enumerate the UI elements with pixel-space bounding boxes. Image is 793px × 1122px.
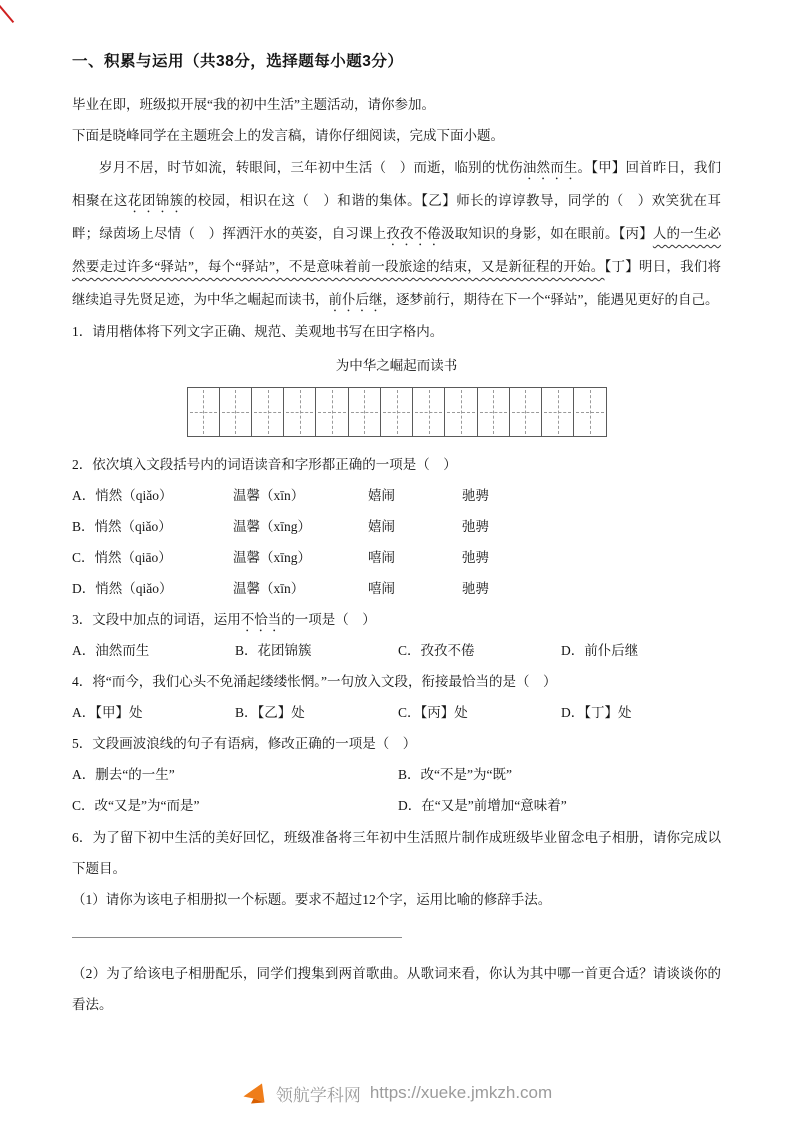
writing-grid-cell [220,388,252,436]
writing-grid-cell [478,388,510,436]
text-segment-normal: 汲取知识的身影，如在眼前。【丙】 [440,226,653,242]
question-2-stem: 2．依次填入文段括号内的词语读音和字形都正确的一项是（ ） [72,456,457,472]
question-3-stem [72,604,721,635]
site-url: https://xueke.jmkzh.com [369,1083,553,1102]
intro-paragraph-1: 毕业在即，班级拟开展“我的初中生活”主题活动，请你参加。 [72,96,435,112]
option-text: 嬉闹 [368,519,395,535]
text-segment-dots: 前仆后继 [328,292,383,308]
option-text: 弛骋 [462,550,489,566]
option-text: 温馨（xīn） [233,581,305,597]
site-logo-icon [241,1080,267,1106]
text-segment-wavy: 人的一生必然要走过许多“驿站”，每个“驿站”，不是意味着前一段旅途的结束，又是新征程的开始。 [72,226,722,275]
option-text: 嘻闹 [368,581,395,597]
option-text: 温馨（xīng） [233,550,312,566]
option-text: D．在“又是”前增加“意味着” [398,798,567,814]
question-5-options-row-1 [72,759,721,790]
intro-paragraph-2: 下面是晓峰同学在主题班会上的发言稿，请你仔细阅读，完成下面小题。 [72,127,504,143]
option-text: A．悄然（qiǎo） [72,487,173,503]
writing-grid-cell [574,388,605,436]
question-4-options [72,697,721,728]
option-text: B．花团锦簇 [235,643,312,659]
text-segment-dots: 不恰当 [240,612,282,628]
question-2-option-c [72,542,721,573]
writing-grid [187,387,607,437]
option-text: D．【丁】处 [561,705,632,721]
writing-grid-cell [445,388,477,436]
text-segment-dots: 油然而生 [522,159,578,175]
section-title: 一、积累与运用（共38分，选择题每小题3分） [72,53,404,70]
option-text: 弛骋 [462,519,489,535]
question-2-option-b [72,511,721,542]
writing-grid-cell [349,388,381,436]
question-1-phrase: 为中华之崛起而读书 [335,358,458,374]
option-text: A．删去“的一生” [72,767,175,783]
question-4-stem: 4．将“而今，我们心头不免涌起缕缕怅惘。”一句放入文段，衔接最恰当的是（ ） [72,674,557,690]
question-2-option-a [72,480,721,511]
option-text: 驰骋 [462,581,489,597]
corner-mark [0,3,14,23]
question-6-stem: 6．为了留下初中生活的美好回忆，班级准备将三年初中生活照片制作成班级毕业留念电子相册，请你完成以下题目。 [72,829,721,876]
writing-grid-cell [510,388,542,436]
answer-line [72,937,402,938]
writing-grid-wrap [72,387,721,437]
option-text: D．前仆后继 [561,643,639,659]
text-segment-normal: 的校园，相识在这（ ）和谐的集体。【乙】师长的谆谆教导，同学的（ ）欢笑犹在耳畔；绿茵场上尽情（ ）挥洒汗水的英姿，自习课上 [72,192,722,242]
site-watermark [0,1080,793,1106]
question-6-sub-1: （1）请你为该电子相册拟一个标题。要求不超过12个字，运用比喻的修辞手法。 [72,891,552,907]
option-text: C．孜孜不倦 [398,643,475,659]
question-1-stem: 1．请用楷体将下列文字正确、规范、美观地书写在田字格内。 [72,324,444,340]
option-text: D．悄然（qiǎo） [72,581,173,597]
writing-grid-cell [188,388,220,436]
writing-grid-cell [413,388,445,436]
option-text: A．油然而生 [72,643,150,659]
question-6-sub-2: （2）为了给该电子相册配乐，同学们搜集到两首歌曲。从歌词来看，你认为其中哪一首更合适？请谈谈你的看法。 [72,965,721,1012]
question-5-stem: 5．文段画波浪线的句子有语病，修改正确的一项是（ ） [72,736,417,752]
option-text: 嬉闹 [368,487,395,503]
option-text: 温馨（xīn） [233,487,305,503]
text-segment-dots: 花团锦簇 [127,192,184,208]
option-text: A．【甲】处 [72,705,143,721]
option-text: 温馨（xīng） [233,519,312,535]
writing-grid-cell [284,388,316,436]
text-segment-normal: 。【甲】回首昨日，我们相聚在这 [72,159,722,208]
option-text: B．改“不是”为“既” [398,767,512,783]
option-text: C．改“又是”为“而是” [72,798,200,814]
text-segment-normal: ，逐梦前行，期待在下一个“驿站”，能遇见更好的自己。 [382,292,719,308]
site-name: 领航学科网 [275,1085,361,1105]
text-segment-dots: 孜孜不倦 [386,226,441,242]
text-segment-normal: 【丁】明日，我们将继续追寻先贤足迹，为中华之崛起而读书， [72,259,722,308]
writing-grid-cell [542,388,574,436]
reading-passage [72,151,721,316]
question-3-options [72,635,721,666]
writing-grid-cell [252,388,284,436]
text-segment-normal: 岁月不居，时节如流，转眼间，三年初中生活（ ）而逝，临别的忧伤 [99,159,523,175]
option-text: C．【丙】处 [398,705,468,721]
question-5-options-row-2 [72,790,721,821]
writing-grid-cell [381,388,413,436]
text-segment-normal: 的一项是（ ） [281,612,376,628]
option-text: C．悄然（qiāo） [72,550,172,566]
writing-grid-cell [316,388,348,436]
text-segment-normal: 3．文段中加点的词语，运用 [72,612,241,628]
option-text: B．悄然（qiǎo） [72,519,172,535]
option-text: B．【乙】处 [235,705,305,721]
option-text: 嘻闹 [368,550,395,566]
option-text: 驰骋 [462,487,489,503]
question-2-option-d [72,573,721,604]
